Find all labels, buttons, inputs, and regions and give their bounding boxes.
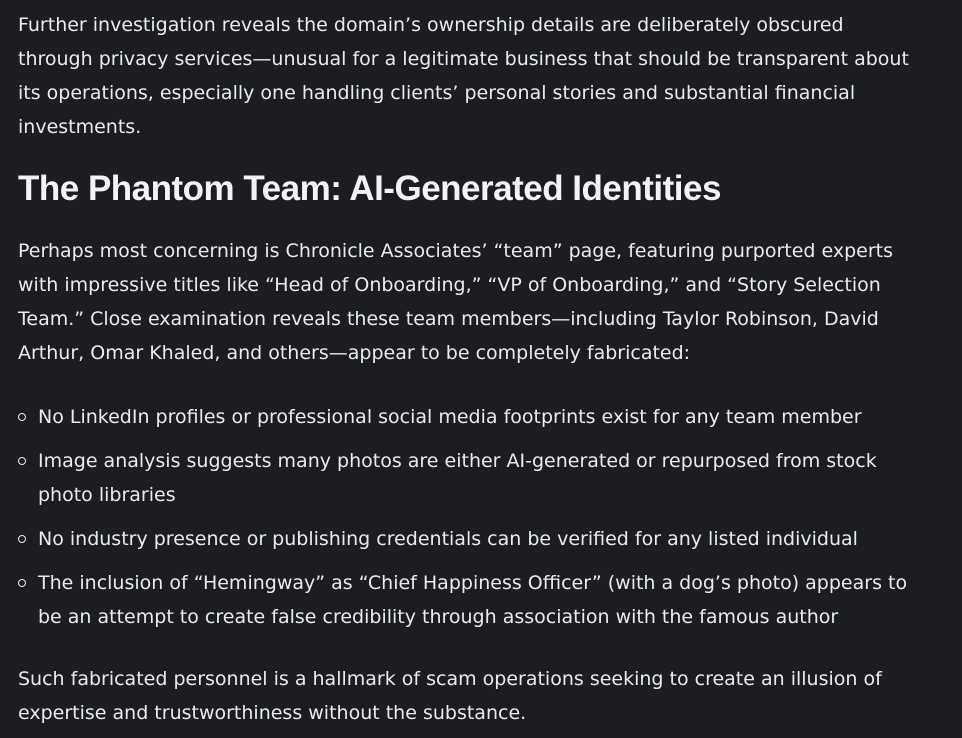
list-item-text: No LinkedIn profiles or professional social media footprints exist for any team member: [38, 406, 862, 428]
list-item-text: No industry presence or publishing credentials can be verified for any listed individual: [38, 528, 858, 550]
body-paragraph: Perhaps most concerning is Chronicle Associates’ “team” page, featuring purported experts with impressive titles like “Head of Onboarding,” “VP of Onboarding,” and “Story Selection Team.” Close examination reveals these team members—including Taylor Robinson, David Arthur, Omar Khaled, and others—appear to be completely fabricated:: [18, 240, 894, 364]
circle-bullet-icon: [18, 413, 26, 421]
section-heading: The Phantom Team: AI-Generated Identities: [18, 169, 721, 208]
circle-bullet-icon: [18, 535, 26, 543]
circle-bullet-icon: [18, 579, 26, 587]
closing-paragraph: Such fabricated personnel is a hallmark of scam operations seeking to create an illusion of expertise and trustworthiness without the substance.: [18, 668, 882, 724]
list-item-text: Image analysis suggests many photos are either AI-generated or repurposed from stock photo libraries: [38, 450, 877, 506]
list-item: [18, 566, 922, 634]
list-item-text: The inclusion of “Hemingway” as “Chief Happiness Officer” (with a dog’s photo) appears to be an attempt to create false credibility through association with the famous author: [38, 572, 908, 628]
evidence-list: [18, 400, 922, 634]
intro-paragraph: Further investigation reveals the domain’s ownership details are deliberately obscured through privacy services—unusual for a legitimate business that should be transparent about its operations, especially one handling clients’ personal stories and substantial financial investments.: [18, 14, 909, 138]
circle-bullet-icon: [18, 457, 26, 465]
list-item: [18, 444, 922, 512]
list-item: [18, 522, 922, 556]
list-item: [18, 400, 922, 434]
